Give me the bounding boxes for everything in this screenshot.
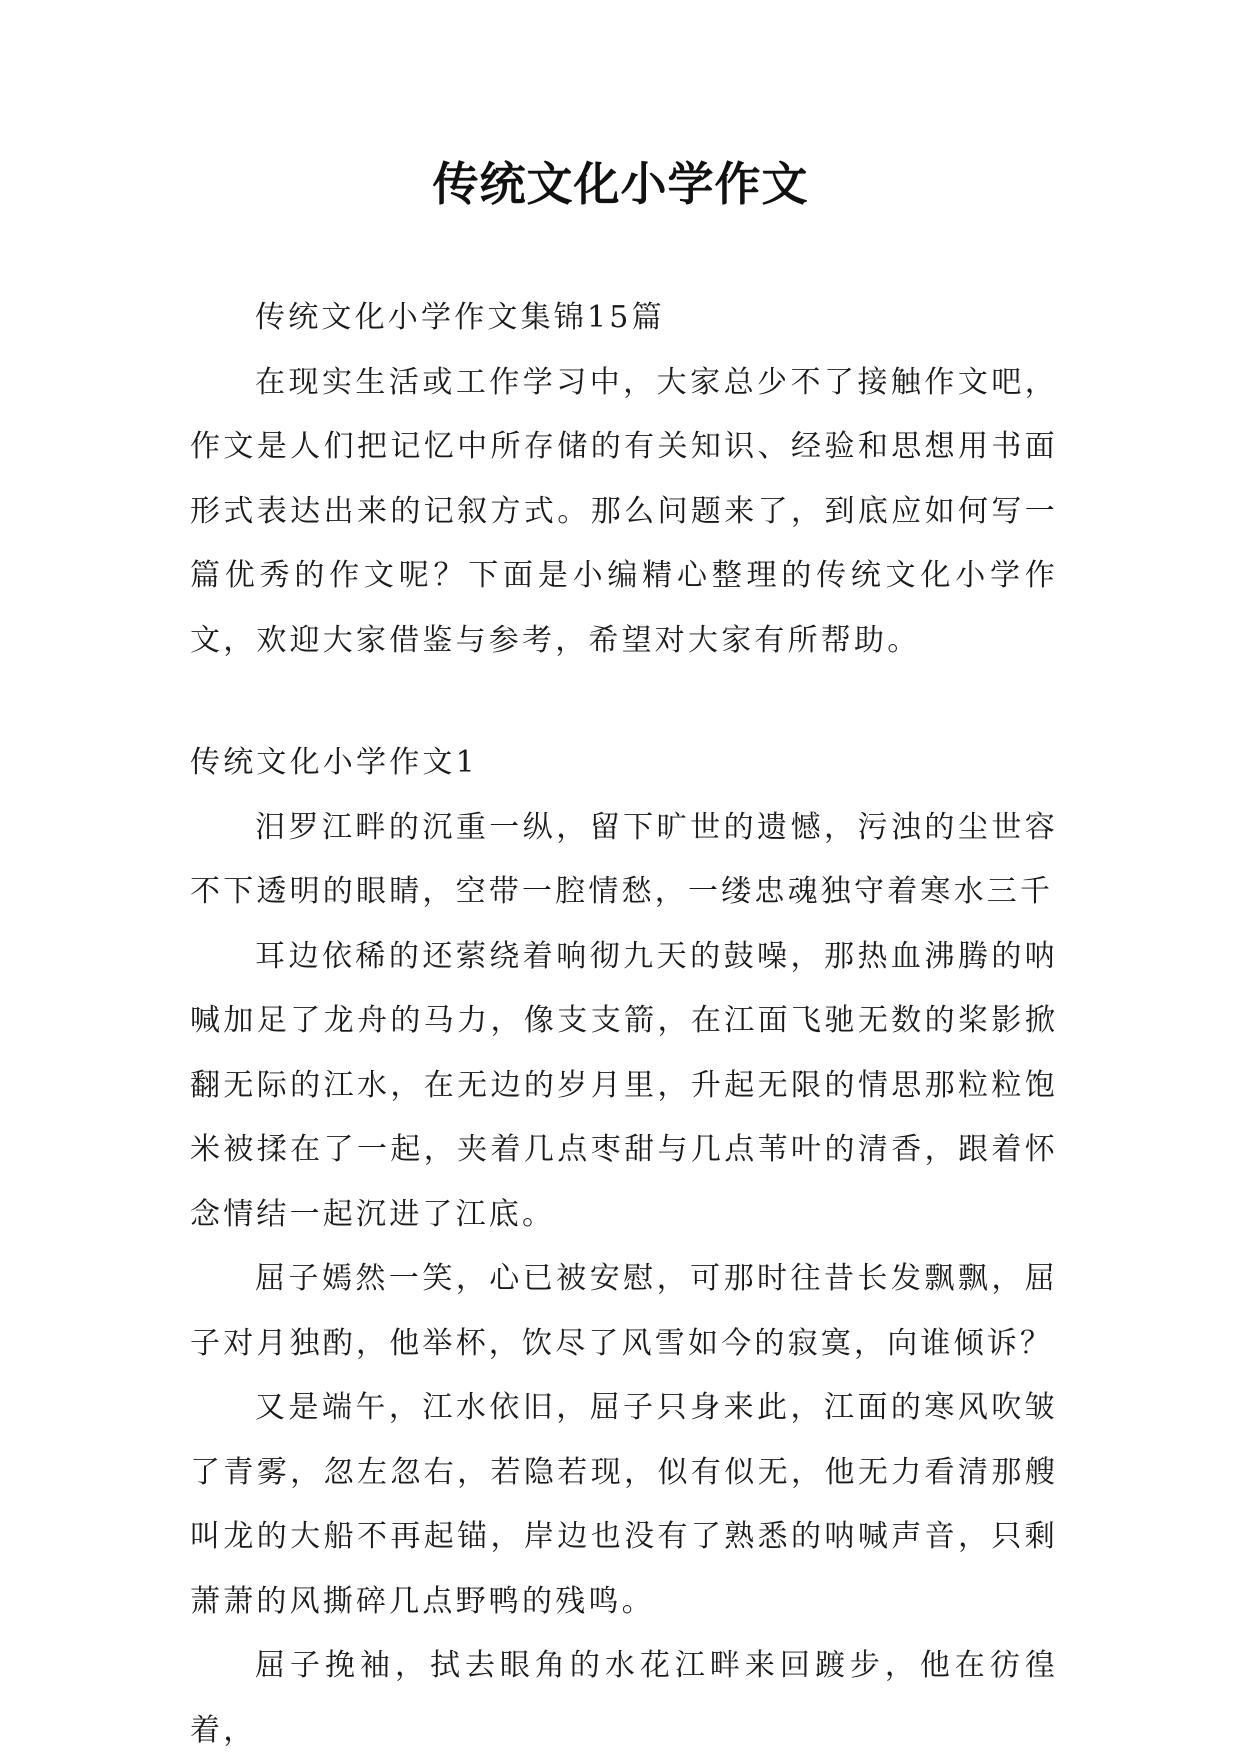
document-title: 传统文化小学作文 — [432, 157, 809, 211]
section-heading: 传统文化小学作文1 — [190, 745, 478, 780]
intro-paragraph: 在现实生活或工作学习中，大家总少不了接触作文吧，作文是人们把记忆中所存储的有关知识、经验和思想用书面形式表达出来的记叙方式。那么问题来了，到底应如何写一篇优秀的作文呢？下面是小编精心整理的传统文化小学作文，欢迎大家借鉴与参考，希望对大家有所帮助。 — [190, 364, 1058, 658]
essay-paragraph: 又是端午，江水依旧，屈子只身来此，江面的寒风吹皱了青雾，忽左忽右，若隐若现，似有似无，他无力看清那艘叫龙的大船不再起锚，岸边也没有了熟悉的呐喊声音，只剩萧萧的风撕碎几点野鸭的残鸣。 — [190, 1390, 1058, 1619]
essay-paragraph: 屈子嫣然一笑，心已被安慰，可那时往昔长发飘飘，屈子对月独酌，他举杯，饮尽了风雪如今的寂寞，向谁倾诉？ — [190, 1261, 1058, 1361]
essay-paragraph: 汨罗江畔的沉重一纵，留下旷世的遗憾，污浊的尘世容不下透明的眼睛，空带一腔情愁，一缕忠魂独守着寒水三千 — [190, 809, 1058, 909]
essay-paragraph: 屈子挽袖，拭去眼角的水花江畔来回踱步，他在彷徨着， — [190, 1648, 1058, 1748]
essay-paragraph: 耳边依稀的还萦绕着响彻九天的鼓噪，那热血沸腾的呐喊加足了龙舟的马力，像支支箭，在江面飞驰无数的桨影掀翻无际的江水，在无边的岁月里，升起无限的情思那粒粒饱米被揉在了一起，夹着几点枣甜与几点苇叶的清香，跟着怀念情结一起沉进了江底。 — [190, 938, 1058, 1232]
document-body — [190, 286, 1058, 1763]
document-subtitle: 传统文化小学作文集锦15篇 — [255, 300, 665, 335]
